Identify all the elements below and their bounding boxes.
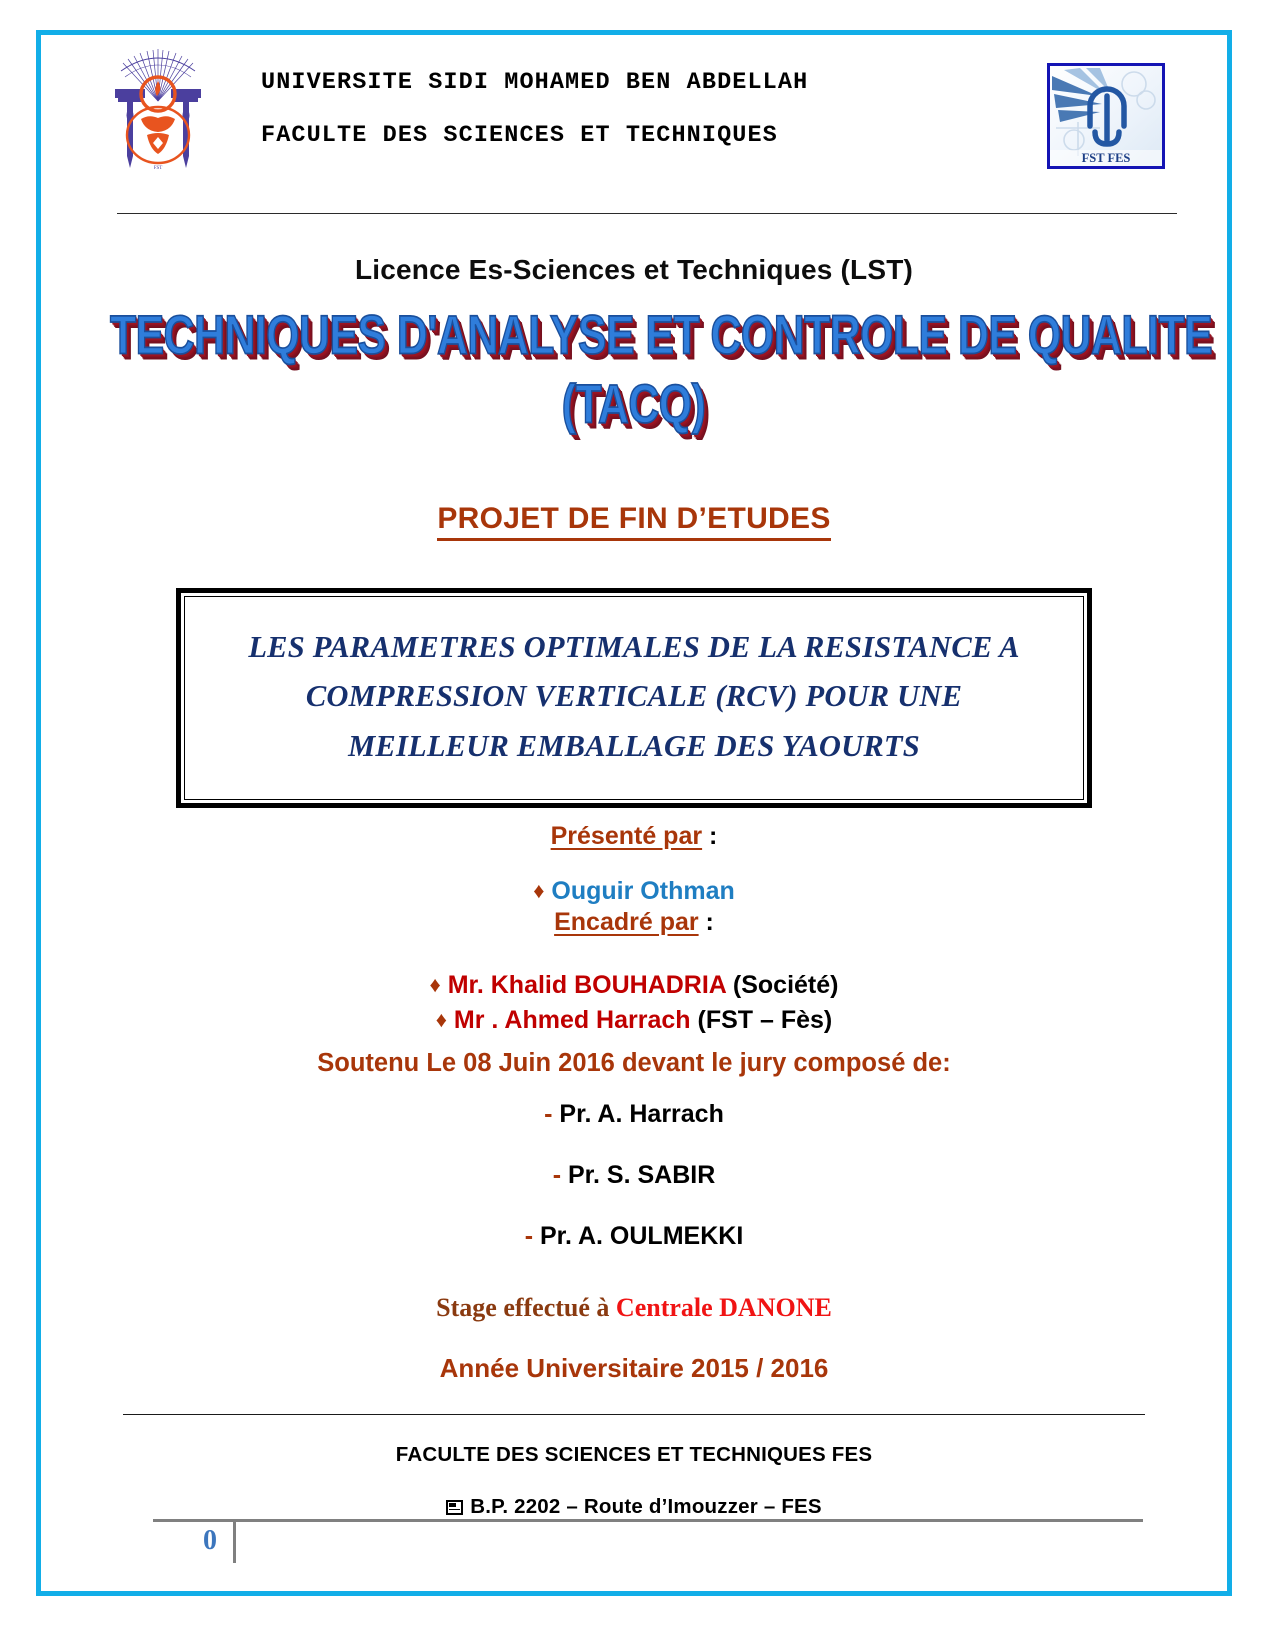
supervised-by-label	[81, 908, 1187, 937]
footer-address-row	[81, 1495, 1187, 1519]
wordart-title	[81, 303, 1213, 435]
document-header	[81, 35, 1187, 187]
supervisor-name: Mr. Khalid BOUHADRIA	[447, 971, 726, 1000]
licence-line: Licence Es-Sciences et Techniques (LST)	[354, 254, 914, 285]
student-row	[81, 877, 1187, 906]
diamond-bullet-icon: ♦	[429, 972, 441, 998]
header-divider	[117, 213, 1177, 214]
internship-prefix: Stage effectué à	[436, 1293, 616, 1323]
presentation-block	[81, 822, 1187, 1384]
jury-dash: -	[552, 1161, 562, 1190]
document-footer	[81, 1443, 1187, 1519]
project-title-line-2: COMPRESSION VERTICALE (RCV) POUR UNE	[305, 679, 963, 714]
mailbox-icon	[446, 1500, 463, 1515]
wordart-title-line1: TECHNIQUES D'ANALYSE ET CONTROLE DE QUALITE	[110, 303, 1213, 366]
fst-fes-logo	[1047, 63, 1165, 169]
page-content	[41, 35, 1227, 1591]
jury-dash: -	[524, 1222, 534, 1251]
jury-member	[81, 1222, 1187, 1251]
university-name: UNIVERSITE SIDI MOHAMED BEN ABDELLAH	[261, 69, 809, 96]
jury-member	[81, 1100, 1187, 1129]
usmba-university-logo	[103, 47, 213, 179]
svg-text:FST: FST	[153, 166, 163, 171]
internship-company: Centrale DANONE	[615, 1293, 832, 1323]
page-border-frame	[36, 30, 1232, 1596]
supervisor-affiliation: (FST – Fès)	[697, 1006, 833, 1035]
project-title-box-inner	[184, 596, 1084, 800]
header-title-block	[213, 47, 1047, 149]
footer-divider	[123, 1414, 1145, 1415]
presented-by-label	[81, 822, 1187, 851]
project-title-line-1: LES PARAMETRES OPTIMALES DE LA RESISTANCE A	[248, 630, 1020, 664]
project-heading-text: PROJET DE FIN D’ETUDES	[437, 502, 830, 541]
wordart-title-line2: (TACQ)	[562, 372, 706, 435]
diamond-bullet-icon: ♦	[533, 878, 545, 904]
diamond-bullet-icon: ♦	[435, 1007, 447, 1033]
academic-year: Année Universitaire 2015 / 2016	[439, 1353, 829, 1384]
footer-faculty: FACULTE DES SCIENCES ET TECHNIQUES FES	[395, 1443, 873, 1467]
jury-member	[81, 1161, 1187, 1190]
jury-list	[81, 1100, 1187, 1251]
page-number-rule	[153, 1519, 1143, 1522]
project-title-line-3: MEILLEUR EMBALLAGE DES YAOURTS	[348, 728, 920, 763]
jury-member-name: Pr. A. OULMEKKI	[540, 1222, 744, 1251]
project-title-box	[176, 588, 1092, 808]
jury-member-name: Pr. S. SABIR	[568, 1161, 716, 1190]
page-number: 0	[203, 1525, 217, 1556]
project-heading	[81, 502, 1187, 536]
footer-address: B.P. 2202 – Route d’Imouzzer – FES	[470, 1495, 822, 1519]
defense-line: Soutenu Le 08 Juin 2016 devant le jury composé de:	[317, 1049, 951, 1078]
jury-dash: -	[544, 1100, 553, 1129]
page-number-area	[153, 1519, 1143, 1575]
supervised-by-colon: :	[698, 908, 714, 937]
student-name: Ouguir Othman	[551, 877, 735, 906]
jury-member-name: Pr. A. Harrach	[559, 1100, 724, 1129]
faculty-name: FACULTE DES SCIENCES ET TECHNIQUES	[261, 122, 778, 149]
page-number-separator	[233, 1519, 236, 1563]
presented-by-text: Présenté par	[550, 822, 703, 851]
supervisor-name: Mr . Ahmed Harrach	[453, 1006, 691, 1035]
supervised-by-text: Encadré par	[554, 908, 699, 937]
fst-logo-caption: FST FES	[1081, 151, 1131, 165]
supervisor-row	[81, 971, 1187, 1000]
presented-by-colon: :	[702, 822, 718, 851]
supervisor-row	[81, 1006, 1187, 1035]
internship-line	[81, 1293, 1187, 1323]
supervisor-affiliation: (Société)	[732, 971, 839, 1000]
